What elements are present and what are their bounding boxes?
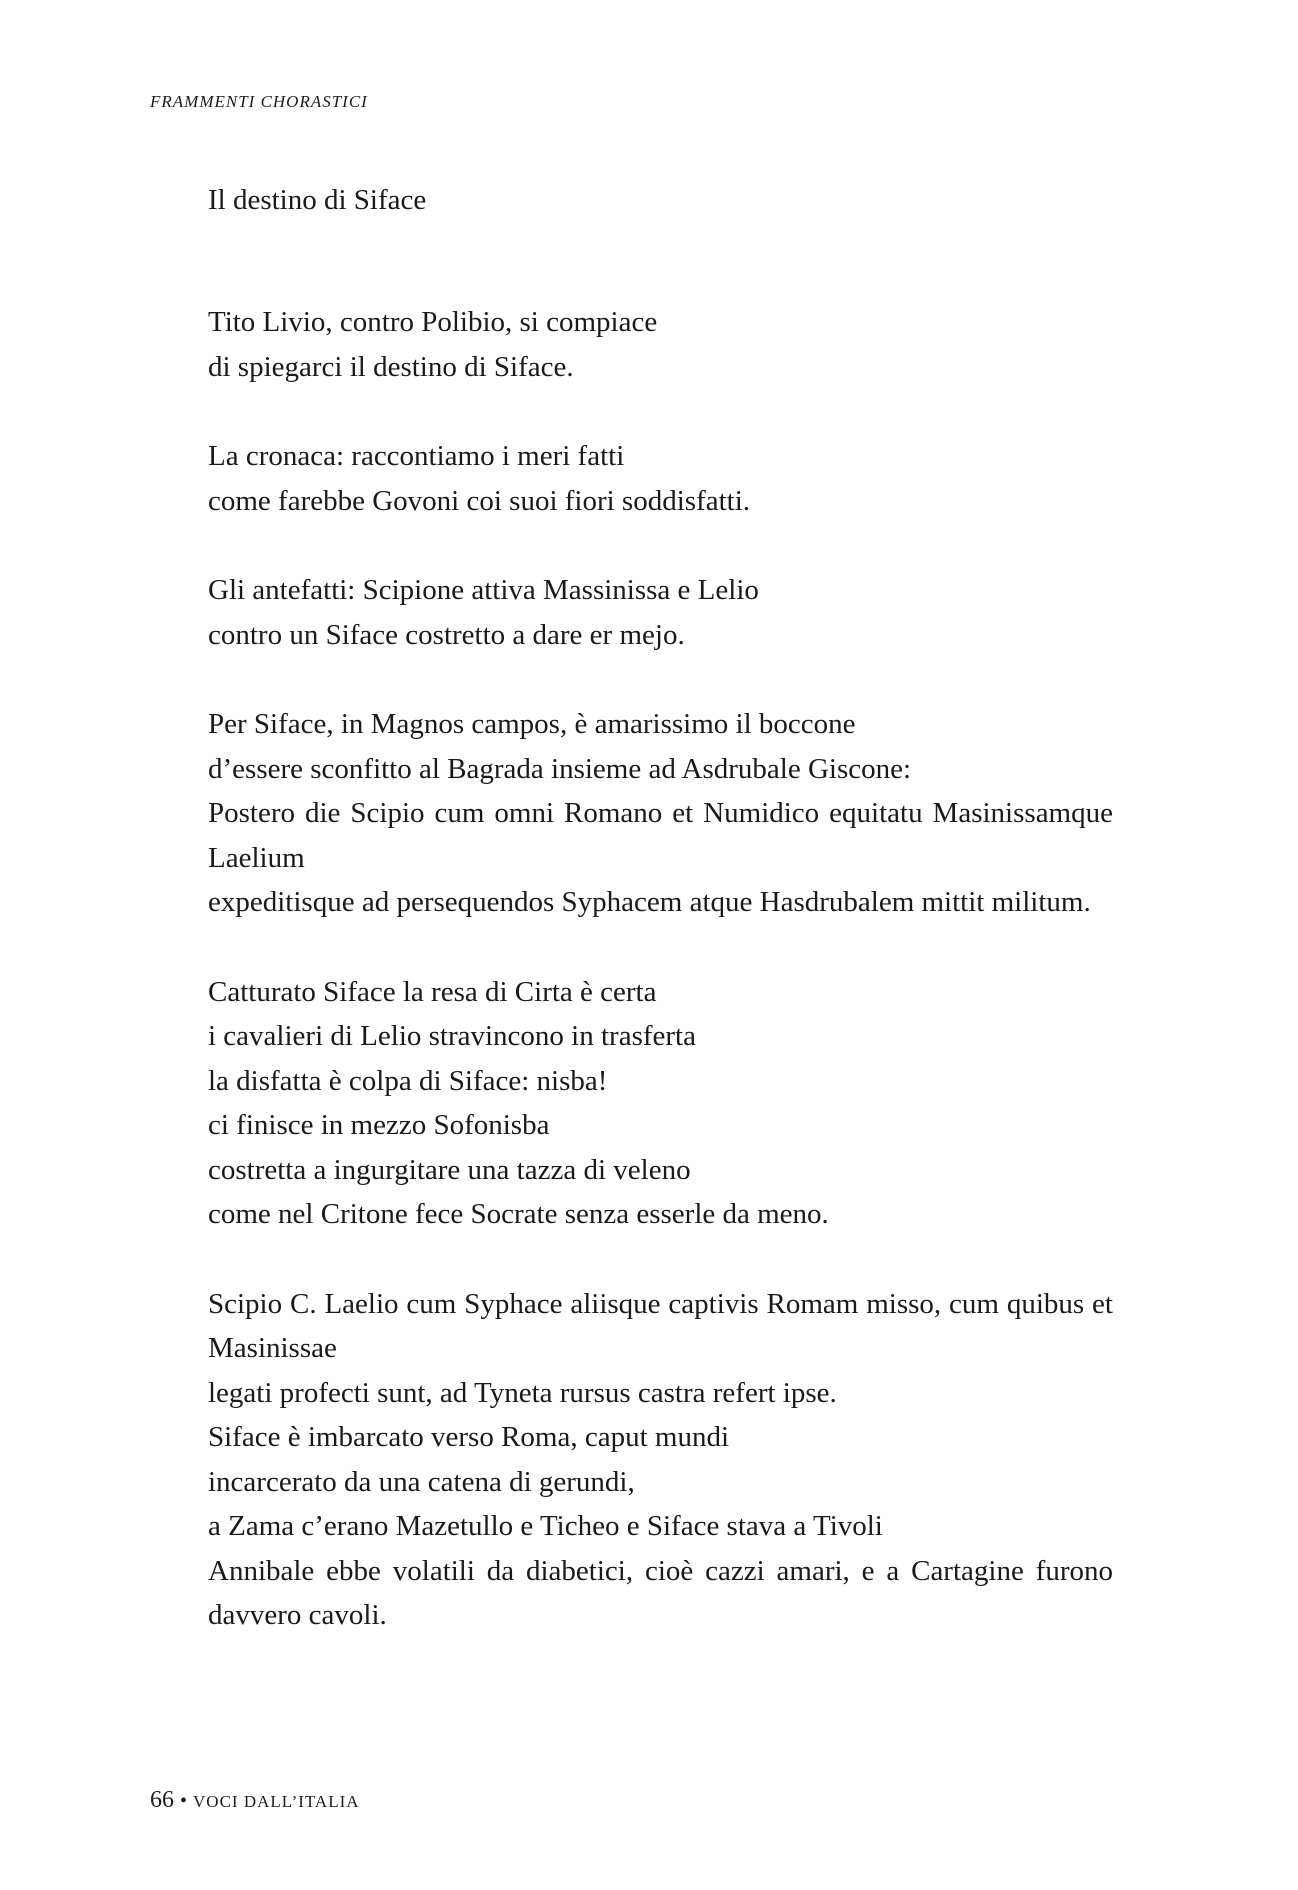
poem-line: d’essere sconfitto al Bagrada insieme ad Asdrubale Giscone: xyxy=(208,752,912,785)
poem-line: legati profecti sunt, ad Tyneta rursus castra refert ipse. xyxy=(208,1376,837,1409)
poem-line: i cavalieri di Lelio stravincono in trasferta xyxy=(208,1020,696,1052)
stanza xyxy=(208,1282,1113,1638)
running-head: FRAMMENTI CHORASTICI xyxy=(150,92,368,111)
poem-line: di spiegarci il destino di Siface. xyxy=(208,350,574,383)
poem-line: come nel Critone fece Socrate senza esserle da meno. xyxy=(208,1198,829,1230)
poem-line: costretta a ingurgitare una tazza di veleno xyxy=(208,1153,691,1186)
stanza xyxy=(208,568,1113,657)
stanza xyxy=(208,702,1113,925)
poem-line: Catturato Siface la resa di Cirta è certa xyxy=(208,975,657,1008)
poem-line: Per Siface, in Magnos campos, è amarissimo il boccone xyxy=(208,708,856,740)
poem-title: Il destino di Siface xyxy=(208,184,427,216)
poem-line: La cronaca: raccontiamo i meri fatti xyxy=(208,440,625,472)
footer-separator: • xyxy=(180,1790,188,1812)
poem-line: incarcerato da una catena di gerundi, xyxy=(208,1465,635,1498)
poem-line: expeditisque ad persequendos Syphacem atque Hasdrubalem mittit militum. xyxy=(208,886,1091,918)
poem-line: Postero die Scipio cum omni Romano et Numidico equitatu Masinissamque Laelium xyxy=(208,797,1113,874)
stanza xyxy=(208,970,1113,1237)
poem-line: Annibale ebbe volatili da diabetici, cioè cazzi amari, e a Cartagine furono davvero cavoli. xyxy=(208,1554,1113,1631)
stanza xyxy=(208,300,1113,389)
page-footer xyxy=(150,1787,360,1814)
poem-line: Scipio C. Laelio cum Syphace aliisque captivis Romam misso, cum quibus et Masinissae xyxy=(208,1287,1113,1364)
publication-name: VOCI DALL’ITALIA xyxy=(193,1792,360,1811)
poem-line: la disfatta è colpa di Siface: nisba! xyxy=(208,1064,608,1097)
poem-body xyxy=(208,300,1113,1683)
poem-line: come farebbe Govoni coi suoi fiori soddisfatti. xyxy=(208,484,751,517)
poem-line: Tito Livio, contro Polibio, si compiace xyxy=(208,306,658,338)
stanza xyxy=(208,434,1113,523)
poem-line: Gli antefatti: Scipione attiva Massinissa e Lelio xyxy=(208,574,759,606)
poem-line: Siface è imbarcato verso Roma, caput mundi xyxy=(208,1421,730,1453)
poem-line: contro un Siface costretto a dare er mejo. xyxy=(208,618,685,651)
poem-line: a Zama c’erano Mazetullo e Ticheo e Siface stava a Tivoli xyxy=(208,1510,883,1542)
page-number: 66 xyxy=(150,1787,174,1813)
poem-line: ci finisce in mezzo Sofonisba xyxy=(208,1109,550,1141)
